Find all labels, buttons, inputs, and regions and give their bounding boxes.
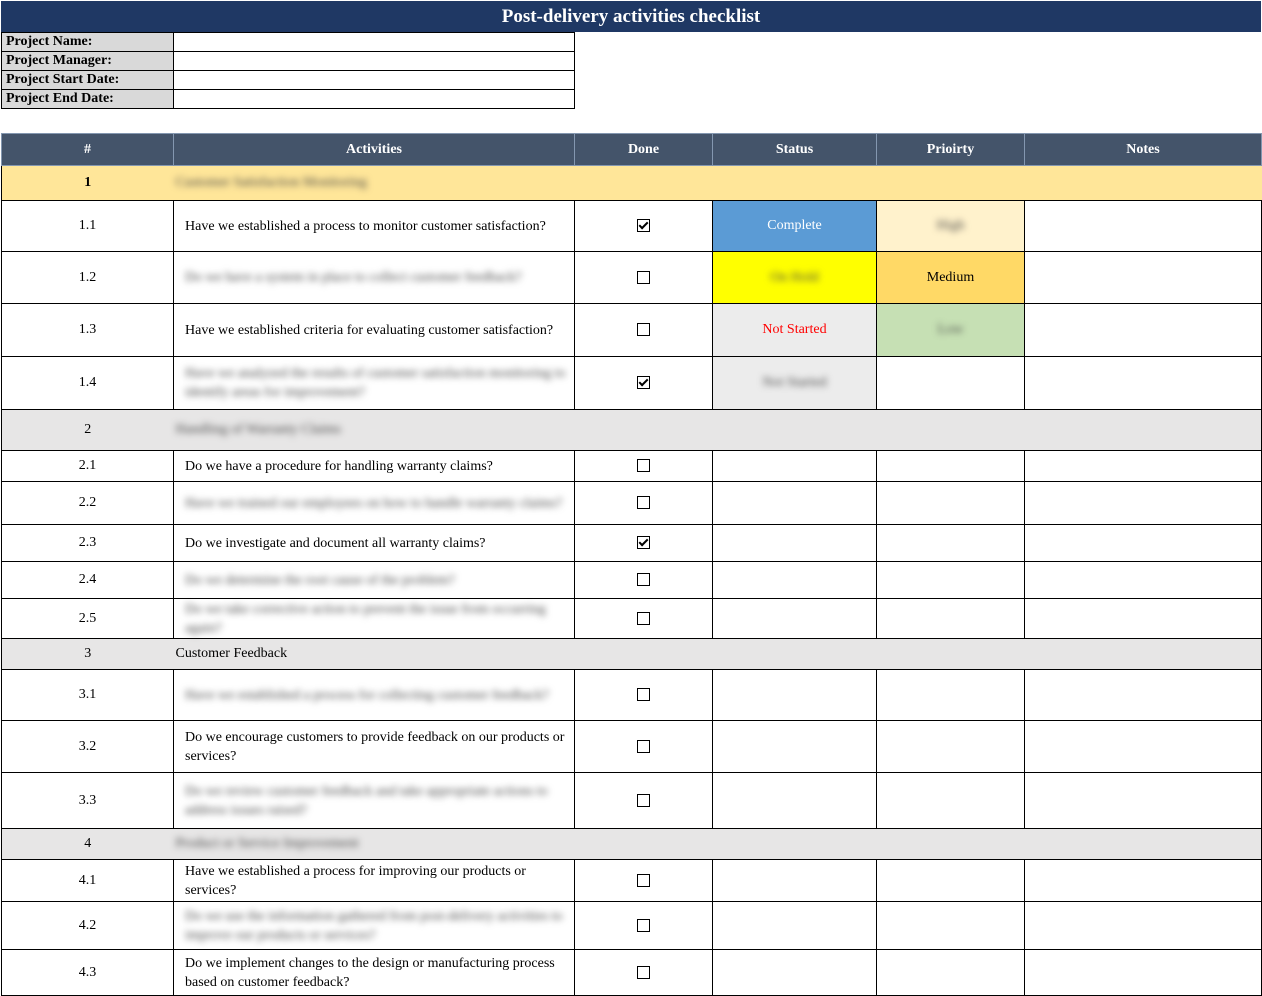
priority-cell[interactable]: [877, 482, 1025, 525]
notes-cell[interactable]: [1025, 860, 1262, 902]
notes-cell[interactable]: [1025, 562, 1262, 599]
item-number: 2.2: [2, 482, 174, 525]
project-name-label: Project Name:: [2, 33, 174, 52]
table-row: [2, 201, 1262, 252]
priority-cell[interactable]: [877, 201, 1025, 252]
table-row: [2, 860, 1262, 902]
section-title: Product or Service Improvement: [175, 836, 359, 851]
activity-text: Do we review customer feedback and take appropriate actions to address issues raised?: [185, 783, 548, 818]
section-row: [2, 410, 1262, 451]
column-header-activities: Activities: [174, 134, 575, 166]
project-name-row: [2, 33, 575, 52]
activity-text: Do we have a procedure for handling warranty claims?: [174, 451, 575, 482]
status-cell[interactable]: [713, 670, 877, 721]
status-cell[interactable]: [713, 773, 877, 829]
activity-cell: [174, 562, 575, 599]
status-cell[interactable]: [713, 482, 877, 525]
project-manager-label: Project Manager:: [2, 52, 174, 71]
activity-cell: [174, 773, 575, 829]
done-checkbox[interactable]: [637, 966, 650, 979]
done-checkbox[interactable]: [637, 459, 650, 472]
activity-text: Do we encourage customers to provide feedback on our products or services?: [174, 721, 575, 773]
priority-cell[interactable]: [877, 721, 1025, 773]
priority-value: Low: [937, 322, 964, 337]
item-number: 4.3: [2, 950, 174, 996]
project-manager-row: [2, 52, 575, 71]
priority-cell[interactable]: Medium: [877, 252, 1025, 304]
project-end-date-field[interactable]: [174, 90, 575, 109]
priority-cell[interactable]: [877, 562, 1025, 599]
section-row: [2, 829, 1262, 860]
priority-cell[interactable]: [877, 525, 1025, 562]
activity-text: Have we established criteria for evaluating customer satisfaction?: [174, 304, 575, 357]
activity-text: Do we implement changes to the design or manufacturing process based on customer feedback?: [174, 950, 575, 996]
done-checkbox[interactable]: [637, 376, 650, 389]
notes-cell[interactable]: [1025, 773, 1262, 829]
done-checkbox[interactable]: [637, 271, 650, 284]
notes-cell[interactable]: [1025, 902, 1262, 950]
column-header-done: Done: [575, 134, 713, 166]
project-manager-field[interactable]: [174, 52, 575, 71]
notes-cell[interactable]: [1025, 670, 1262, 721]
item-number: 1.1: [2, 201, 174, 252]
section-row: [2, 166, 1262, 201]
status-cell[interactable]: [713, 860, 877, 902]
notes-cell[interactable]: [1025, 599, 1262, 639]
header-row: [2, 134, 1262, 166]
done-checkbox[interactable]: [637, 874, 650, 887]
done-checkbox[interactable]: [637, 219, 650, 232]
activity-cell: [174, 252, 575, 304]
activity-cell: [174, 599, 575, 639]
item-number: 4.2: [2, 902, 174, 950]
status-cell[interactable]: Not Started: [713, 304, 877, 357]
notes-cell[interactable]: [1025, 950, 1262, 996]
activity-cell: [174, 482, 575, 525]
table-row: [2, 451, 1262, 482]
table-row: [2, 525, 1262, 562]
activity-text: Do we investigate and document all warranty claims?: [174, 525, 575, 562]
item-number: 3.2: [2, 721, 174, 773]
priority-cell[interactable]: [877, 599, 1025, 639]
table-row: [2, 252, 1262, 304]
section-title: Customer Feedback: [174, 639, 1262, 670]
table-row: [2, 950, 1262, 996]
priority-cell[interactable]: [877, 860, 1025, 902]
status-cell[interactable]: Complete: [713, 201, 877, 252]
table-row: [2, 721, 1262, 773]
notes-cell[interactable]: [1025, 525, 1262, 562]
done-checkbox[interactable]: [637, 536, 650, 549]
section-title: Handling of Warranty Claims: [175, 422, 341, 437]
priority-cell[interactable]: [877, 304, 1025, 357]
table-row: [2, 670, 1262, 721]
status-cell[interactable]: [713, 562, 877, 599]
activity-text: Have we established a process for collecting customer feedback?: [185, 687, 549, 703]
item-number: 2.1: [2, 451, 174, 482]
activity-cell: [174, 357, 575, 410]
project-end-date-row: [2, 90, 575, 109]
item-number: 2.3: [2, 525, 174, 562]
item-number: 4.1: [2, 860, 174, 902]
section-title: Customer Satisfaction Monitoring: [175, 175, 367, 190]
activity-cell: [174, 902, 575, 950]
done-checkbox[interactable]: [637, 612, 650, 625]
notes-cell[interactable]: [1025, 451, 1262, 482]
priority-value: High: [936, 218, 965, 233]
table-row: [2, 902, 1262, 950]
project-start-date-row: [2, 71, 575, 90]
status-value: Not Started: [762, 375, 827, 390]
activity-text: Have we established a process for improving our products or services?: [174, 860, 575, 902]
item-number: 2.4: [2, 562, 174, 599]
done-checkbox[interactable]: [637, 919, 650, 932]
notes-cell[interactable]: [1025, 721, 1262, 773]
status-cell[interactable]: [713, 357, 877, 410]
item-number: 3.1: [2, 670, 174, 721]
sheet-title: Post-delivery activities checklist: [1, 1, 1261, 32]
notes-cell[interactable]: [1025, 357, 1262, 410]
notes-cell[interactable]: [1025, 252, 1262, 304]
done-checkbox[interactable]: [637, 573, 650, 586]
priority-cell[interactable]: [877, 357, 1025, 410]
item-number: 1.2: [2, 252, 174, 304]
table-row: [2, 357, 1262, 410]
notes-cell[interactable]: [1025, 201, 1262, 252]
activity-text: Do we have a system in place to collect customer feedback?: [185, 270, 522, 285]
activity-text: Do we take corrective action to prevent the issue from occurring again?: [185, 601, 546, 636]
project-name-field[interactable]: [174, 33, 575, 52]
project-start-date-label: Project Start Date:: [2, 71, 174, 90]
priority-cell[interactable]: [877, 670, 1025, 721]
status-cell[interactable]: [713, 950, 877, 996]
done-checkbox[interactable]: [637, 323, 650, 336]
section-number: 4: [2, 829, 174, 860]
checklist-table: [1, 133, 1262, 996]
done-checkbox[interactable]: [637, 794, 650, 807]
activity-cell: [174, 670, 575, 721]
section-number: 3: [2, 639, 174, 670]
section-number: 1: [2, 166, 174, 201]
activity-text: Have we established a process to monitor customer satisfaction?: [174, 201, 575, 252]
priority-cell[interactable]: [877, 773, 1025, 829]
status-cell[interactable]: [713, 902, 877, 950]
section-row: [2, 639, 1262, 670]
activity-text: Do we use the information gathered from post-delivery activities to improve our products or services?: [185, 908, 563, 943]
table-row: [2, 599, 1262, 639]
table-row: [2, 304, 1262, 357]
table-row: [2, 773, 1262, 829]
status-cell[interactable]: [713, 599, 877, 639]
activity-text: Have we analyzed the results of customer satisfaction monitoring to identify areas for improvement?: [185, 366, 566, 400]
priority-cell[interactable]: [877, 902, 1025, 950]
priority-cell[interactable]: [877, 950, 1025, 996]
notes-cell[interactable]: [1025, 304, 1262, 357]
section-number: 2: [2, 410, 174, 451]
project-info-table: [1, 32, 575, 109]
item-number: 1.3: [2, 304, 174, 357]
item-number: 2.5: [2, 599, 174, 639]
activity-text: Have we trained our employees on how to handle warranty claims?: [185, 495, 563, 511]
status-cell[interactable]: [713, 721, 877, 773]
status-value: On Hold: [770, 269, 819, 285]
status-cell[interactable]: [713, 252, 877, 304]
table-row: [2, 482, 1262, 525]
item-number: 3.3: [2, 773, 174, 829]
project-start-date-field[interactable]: [174, 71, 575, 90]
activity-text: Do we determine the root cause of the problem?: [185, 572, 455, 588]
done-checkbox[interactable]: [637, 740, 650, 753]
status-cell[interactable]: [713, 451, 877, 482]
column-header-status: Status: [713, 134, 877, 166]
project-end-date-label: Project End Date:: [2, 90, 174, 109]
done-checkbox[interactable]: [637, 688, 650, 701]
column-header-notes: Notes: [1025, 134, 1262, 166]
priority-cell[interactable]: [877, 451, 1025, 482]
done-checkbox[interactable]: [637, 496, 650, 509]
table-row: [2, 562, 1262, 599]
status-cell[interactable]: [713, 525, 877, 562]
item-number: 1.4: [2, 357, 174, 410]
notes-cell[interactable]: [1025, 482, 1262, 525]
column-header-priority: Prioirty: [877, 134, 1025, 166]
column-header-number: #: [2, 134, 174, 166]
